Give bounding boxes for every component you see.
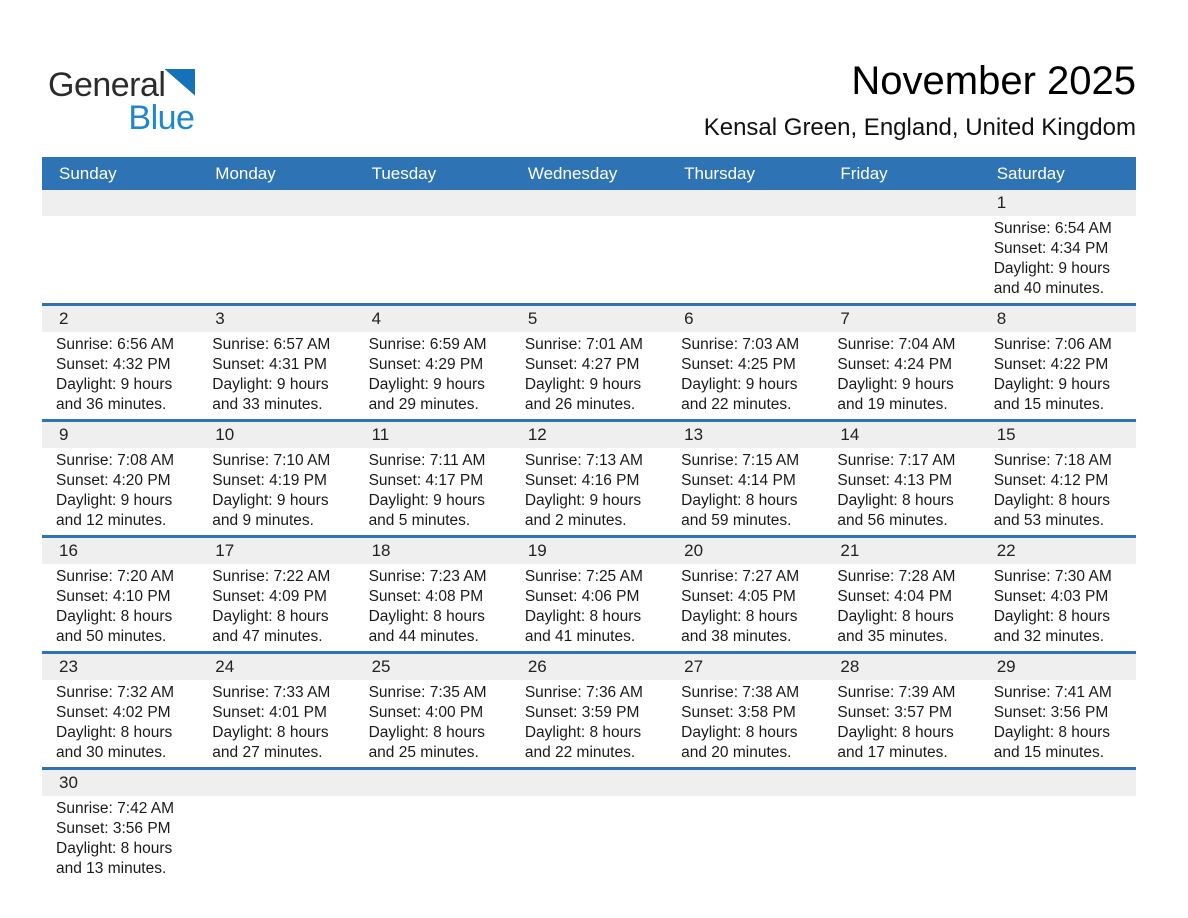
empty-day-cell — [198, 219, 354, 299]
daylight-hours-text: Daylight: 8 hours — [993, 492, 1111, 509]
day-cell — [42, 799, 198, 879]
sunrise-text: Sunrise: 7:06 AM — [993, 336, 1112, 353]
day-number: 27 — [684, 657, 704, 676]
daylight-minutes-text: and 9 minutes. — [212, 512, 314, 529]
day-cell — [823, 451, 979, 531]
sunrise-text: Sunrise: 6:59 AM — [368, 336, 487, 353]
day-cell — [823, 683, 979, 763]
weekday-wednesday: Wednesday — [527, 163, 618, 183]
day-cell — [198, 567, 354, 647]
empty-day-cell — [42, 219, 198, 299]
sunset-text: Sunset: 4:08 PM — [368, 588, 484, 605]
sunrise-text: Sunrise: 6:57 AM — [212, 336, 331, 353]
day-cell — [198, 451, 354, 531]
day-details-row — [42, 796, 1136, 883]
week-row — [42, 535, 1136, 651]
sunset-text: Sunset: 4:20 PM — [56, 472, 171, 489]
day-cell — [667, 567, 823, 647]
general-blue-logo — [48, 66, 195, 137]
sunrise-text: Sunrise: 7:04 AM — [837, 336, 956, 353]
day-cell — [198, 335, 354, 415]
day-details-row — [42, 216, 1136, 303]
daylight-hours-text: Daylight: 8 hours — [56, 608, 173, 625]
sunrise-text: Sunrise: 7:01 AM — [524, 336, 643, 353]
day-number-strip — [42, 306, 1136, 332]
sunset-text: Sunset: 4:06 PM — [524, 588, 640, 605]
day-cell — [511, 567, 667, 647]
day-number: 3 — [215, 309, 225, 328]
daylight-hours-text: Daylight: 8 hours — [368, 608, 485, 625]
day-details-row — [42, 448, 1136, 535]
day-cell — [42, 335, 198, 415]
day-number: 17 — [215, 541, 235, 560]
day-cell — [980, 567, 1136, 647]
daylight-minutes-text: and 25 minutes. — [368, 744, 479, 761]
weekday-header-row — [42, 157, 1136, 190]
daylight-hours-text: Daylight: 8 hours — [524, 724, 642, 741]
daylight-hours-text: Daylight: 8 hours — [56, 724, 173, 741]
day-cell — [198, 683, 354, 763]
empty-day-cell — [355, 799, 511, 879]
daylight-hours-text: Daylight: 9 hours — [368, 376, 485, 393]
day-number: 6 — [684, 309, 694, 328]
daylight-hours-text: Daylight: 9 hours — [212, 376, 329, 393]
day-number: 21 — [840, 541, 860, 560]
daylight-minutes-text: and 22 minutes. — [681, 396, 792, 413]
empty-day-cell — [980, 799, 1136, 879]
week-row — [42, 767, 1136, 883]
day-number: 4 — [371, 309, 382, 328]
day-cell — [511, 683, 667, 763]
day-number: 22 — [996, 541, 1016, 560]
daylight-hours-text: Daylight: 8 hours — [212, 724, 329, 741]
daylight-minutes-text: and 19 minutes. — [837, 396, 948, 413]
sunrise-text: Sunrise: 7:11 AM — [368, 452, 486, 469]
day-number: 29 — [996, 657, 1016, 676]
daylight-minutes-text: and 32 minutes. — [993, 628, 1104, 645]
day-number: 30 — [59, 773, 78, 792]
daylight-hours-text: Daylight: 8 hours — [837, 608, 954, 625]
day-cell — [511, 335, 667, 415]
week-row — [42, 190, 1136, 303]
sunrise-text: Sunrise: 7:10 AM — [212, 452, 331, 469]
sunrise-text: Sunrise: 7:03 AM — [681, 336, 800, 353]
day-number: 16 — [59, 541, 78, 560]
daylight-minutes-text: and 15 minutes. — [993, 396, 1104, 413]
daylight-minutes-text: and 17 minutes. — [837, 744, 948, 761]
sunrise-text: Sunrise: 7:30 AM — [993, 568, 1112, 585]
weekday-monday: Monday — [215, 163, 276, 183]
daylight-minutes-text: and 13 minutes. — [56, 860, 167, 877]
day-details-row — [42, 332, 1136, 419]
sunset-text: Sunset: 4:22 PM — [993, 356, 1109, 373]
daylight-hours-text: Daylight: 9 hours — [993, 260, 1111, 277]
daylight-hours-text: Daylight: 8 hours — [993, 724, 1111, 741]
daylight-hours-text: Daylight: 9 hours — [524, 492, 642, 509]
day-number: 23 — [59, 657, 78, 676]
day-number-strip — [42, 538, 1136, 564]
day-number: 20 — [684, 541, 704, 560]
empty-day-cell — [667, 219, 823, 299]
weekday-friday: Friday — [840, 163, 888, 183]
empty-day-cell — [823, 799, 979, 879]
sunset-text: Sunset: 4:02 PM — [56, 704, 171, 721]
daylight-minutes-text: and 41 minutes. — [524, 628, 636, 645]
day-number-strip — [42, 654, 1136, 680]
day-number: 19 — [527, 541, 547, 560]
daylight-hours-text: Daylight: 9 hours — [837, 376, 954, 393]
daylight-minutes-text: and 36 minutes. — [56, 396, 167, 413]
day-number: 8 — [996, 309, 1007, 328]
daylight-minutes-text: and 12 minutes. — [56, 512, 167, 529]
daylight-hours-text: Daylight: 9 hours — [56, 376, 173, 393]
day-cell — [355, 451, 511, 531]
empty-day-cell — [823, 219, 979, 299]
empty-day-cell — [511, 799, 667, 879]
sunset-text: Sunset: 4:14 PM — [681, 472, 796, 489]
sunrise-text: Sunrise: 7:32 AM — [56, 684, 175, 701]
daylight-hours-text: Daylight: 8 hours — [212, 608, 329, 625]
sunset-text: Sunset: 4:27 PM — [524, 356, 640, 373]
daylight-hours-text: Daylight: 8 hours — [681, 724, 798, 741]
day-cell — [667, 335, 823, 415]
day-number: 24 — [215, 657, 235, 676]
sunset-text: Sunset: 4:25 PM — [681, 356, 796, 373]
sunset-text: Sunset: 4:09 PM — [212, 588, 327, 605]
page-subtitle: Kensal Green, England, United Kingdom — [703, 114, 1136, 141]
sunrise-text: Sunrise: 7:33 AM — [212, 684, 331, 701]
sunset-text: Sunset: 3:57 PM — [837, 704, 953, 721]
daylight-minutes-text: and 59 minutes. — [681, 512, 792, 529]
weekday-thursday: Thursday — [684, 163, 756, 183]
sunset-text: Sunset: 4:34 PM — [993, 240, 1109, 257]
day-number: 11 — [371, 425, 390, 444]
sunrise-text: Sunrise: 7:17 AM — [837, 452, 956, 469]
day-number-strip — [42, 422, 1136, 448]
day-cell — [42, 683, 198, 763]
day-cell — [42, 567, 198, 647]
day-cell — [980, 219, 1136, 299]
daylight-minutes-text: and 56 minutes. — [837, 512, 948, 529]
daylight-minutes-text: and 40 minutes. — [993, 280, 1104, 297]
daylight-hours-text: Daylight: 8 hours — [837, 724, 954, 741]
sunrise-text: Sunrise: 7:42 AM — [56, 800, 175, 817]
day-number: 9 — [59, 425, 69, 444]
daylight-minutes-text: and 22 minutes. — [524, 744, 636, 761]
day-cell — [980, 451, 1136, 531]
sunrise-text: Sunrise: 7:35 AM — [368, 684, 487, 701]
sunrise-text: Sunrise: 7:18 AM — [993, 452, 1112, 469]
day-cell — [511, 451, 667, 531]
daylight-minutes-text: and 50 minutes. — [56, 628, 167, 645]
sunrise-text: Sunrise: 7:25 AM — [524, 568, 643, 585]
daylight-minutes-text: and 29 minutes. — [368, 396, 479, 413]
sunset-text: Sunset: 3:58 PM — [681, 704, 796, 721]
daylight-minutes-text: and 27 minutes. — [212, 744, 323, 761]
logo-blue-text: Blue — [128, 99, 195, 137]
sunrise-text: Sunrise: 7:15 AM — [681, 452, 800, 469]
title-block — [704, 58, 1136, 142]
day-number: 10 — [215, 425, 235, 444]
empty-day-cell — [355, 219, 511, 299]
daylight-minutes-text: and 15 minutes. — [993, 744, 1104, 761]
sunset-text: Sunset: 4:00 PM — [368, 704, 484, 721]
sunrise-text: Sunrise: 7:20 AM — [56, 568, 175, 585]
daylight-hours-text: Daylight: 8 hours — [837, 492, 954, 509]
sunset-text: Sunset: 4:31 PM — [212, 356, 327, 373]
daylight-minutes-text: and 2 minutes. — [524, 512, 627, 529]
week-row — [42, 651, 1136, 767]
daylight-hours-text: Daylight: 8 hours — [681, 492, 798, 509]
weekday-sunday: Sunday — [59, 163, 117, 183]
day-cell — [823, 335, 979, 415]
weekday-tuesday: Tuesday — [371, 163, 437, 183]
day-cell — [823, 567, 979, 647]
daylight-minutes-text: and 35 minutes. — [837, 628, 948, 645]
daylight-hours-text: Daylight: 8 hours — [56, 840, 173, 857]
sunset-text: Sunset: 4:29 PM — [368, 356, 484, 373]
sunset-text: Sunset: 4:13 PM — [837, 472, 953, 489]
day-number-strip — [42, 770, 1136, 796]
sunset-text: Sunset: 4:03 PM — [993, 588, 1109, 605]
daylight-minutes-text: and 38 minutes. — [681, 628, 792, 645]
sunset-text: Sunset: 4:19 PM — [212, 472, 327, 489]
day-details-row — [42, 680, 1136, 767]
day-cell — [667, 683, 823, 763]
daylight-hours-text: Daylight: 9 hours — [524, 376, 642, 393]
day-number: 7 — [840, 309, 850, 328]
daylight-minutes-text: and 44 minutes. — [368, 628, 479, 645]
sunset-text: Sunset: 4:01 PM — [212, 704, 327, 721]
daylight-hours-text: Daylight: 8 hours — [681, 608, 798, 625]
sunrise-text: Sunrise: 7:27 AM — [681, 568, 800, 585]
daylight-hours-text: Daylight: 9 hours — [368, 492, 485, 509]
daylight-hours-text: Daylight: 9 hours — [212, 492, 329, 509]
daylight-minutes-text: and 5 minutes. — [368, 512, 471, 529]
sunset-text: Sunset: 3:59 PM — [524, 704, 640, 721]
day-cell — [42, 451, 198, 531]
day-number: 1 — [996, 193, 1007, 212]
day-cell — [667, 451, 823, 531]
day-cell — [980, 335, 1136, 415]
empty-day-cell — [667, 799, 823, 879]
sunset-text: Sunset: 4:05 PM — [681, 588, 796, 605]
sunset-text: Sunset: 3:56 PM — [56, 820, 171, 837]
sunset-text: Sunset: 4:10 PM — [56, 588, 171, 605]
daylight-hours-text: Daylight: 9 hours — [681, 376, 798, 393]
daylight-hours-text: Daylight: 9 hours — [993, 376, 1111, 393]
day-cell — [355, 567, 511, 647]
sunset-text: Sunset: 4:12 PM — [993, 472, 1109, 489]
sunrise-text: Sunrise: 7:28 AM — [837, 568, 956, 585]
daylight-minutes-text: and 26 minutes. — [524, 396, 636, 413]
logo-general-text: General — [48, 66, 166, 104]
day-number: 26 — [527, 657, 547, 676]
page-header — [0, 0, 1188, 157]
day-number: 28 — [840, 657, 860, 676]
sunrise-text: Sunrise: 7:41 AM — [993, 684, 1112, 701]
sunrise-text: Sunrise: 7:36 AM — [524, 684, 643, 701]
sunrise-text: Sunrise: 7:39 AM — [837, 684, 956, 701]
day-cell — [355, 335, 511, 415]
calendar-table — [42, 157, 1136, 883]
sunset-text: Sunset: 4:24 PM — [837, 356, 953, 373]
sunrise-text: Sunrise: 7:23 AM — [368, 568, 487, 585]
empty-day-cell — [198, 799, 354, 879]
day-number: 5 — [527, 309, 538, 328]
daylight-minutes-text: and 30 minutes. — [56, 744, 167, 761]
flag-triangle-icon — [164, 69, 195, 96]
sunset-text: Sunset: 4:17 PM — [368, 472, 484, 489]
sunrise-text: Sunrise: 6:56 AM — [56, 336, 175, 353]
sunrise-text: Sunrise: 6:54 AM — [993, 220, 1112, 237]
sunset-text: Sunset: 4:32 PM — [56, 356, 171, 373]
daylight-minutes-text: and 33 minutes. — [212, 396, 323, 413]
day-details-row — [42, 564, 1136, 651]
weeks-container — [42, 190, 1136, 883]
sunset-text: Sunset: 3:56 PM — [993, 704, 1109, 721]
weekday-saturday: Saturday — [996, 163, 1065, 183]
day-number: 25 — [371, 657, 391, 676]
daylight-minutes-text: and 47 minutes. — [212, 628, 323, 645]
daylight-hours-text: Daylight: 9 hours — [56, 492, 173, 509]
day-number-strip — [42, 190, 1136, 216]
day-number: 14 — [840, 425, 860, 444]
sunset-text: Sunset: 4:04 PM — [837, 588, 953, 605]
day-number: 13 — [684, 425, 704, 444]
empty-day-cell — [511, 219, 667, 299]
day-number: 12 — [527, 425, 547, 444]
page-title: November 2025 — [851, 59, 1136, 103]
day-number: 2 — [59, 309, 69, 328]
week-row — [42, 303, 1136, 419]
daylight-hours-text: Daylight: 8 hours — [993, 608, 1111, 625]
daylight-hours-text: Daylight: 8 hours — [368, 724, 485, 741]
sunrise-text: Sunrise: 7:22 AM — [212, 568, 331, 585]
day-number: 15 — [996, 425, 1016, 444]
week-row — [42, 419, 1136, 535]
sunrise-text: Sunrise: 7:38 AM — [681, 684, 800, 701]
day-cell — [355, 683, 511, 763]
daylight-minutes-text: and 20 minutes. — [681, 744, 792, 761]
sunrise-text: Sunrise: 7:08 AM — [56, 452, 175, 469]
day-number: 18 — [371, 541, 391, 560]
sunrise-text: Sunrise: 7:13 AM — [524, 452, 643, 469]
sunset-text: Sunset: 4:16 PM — [524, 472, 640, 489]
daylight-minutes-text: and 53 minutes. — [993, 512, 1104, 529]
daylight-hours-text: Daylight: 8 hours — [524, 608, 642, 625]
day-cell — [980, 683, 1136, 763]
